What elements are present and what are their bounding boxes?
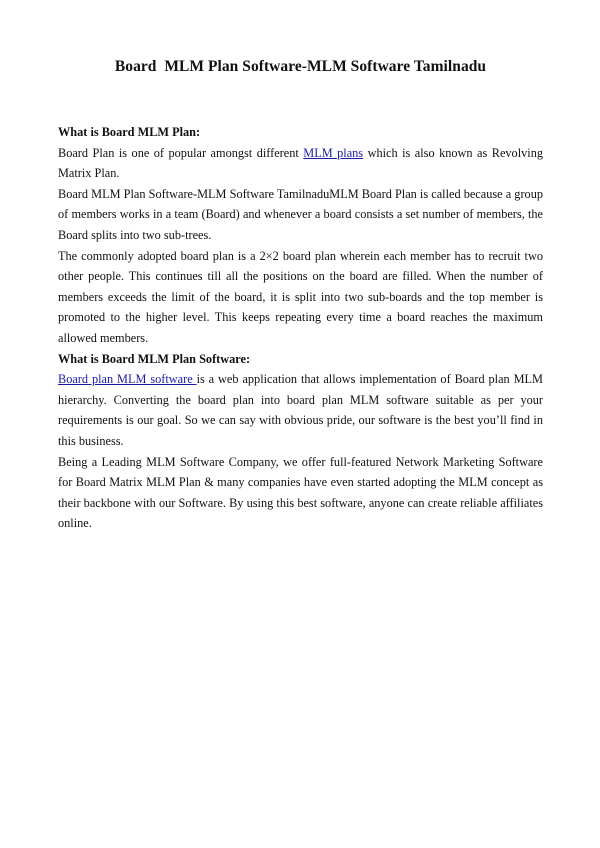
paragraph-board-plan-definition: Board MLM Plan Software-MLM Software TamilnaduMLM Board Plan is called because a group of members works in a team (Board) and whenever a board consists a set number of members, the Board splits into two sub-trees.	[58, 186, 543, 242]
paragraph-board-plan-intro	[58, 143, 543, 184]
section-heading-board-plan-software: What is Board MLM Plan Software:	[58, 351, 251, 366]
paragraph-board-plan-details: The commonly adopted board plan is a 2×2 board plan wherein each member has to recruit two other people. This continues till all the positions on the board are filled. When the number of members exceeds the limit of the board, it is split into two sub-boards and the top member is promoted to the higher level. This keeps repeating every time a board reaches the maximum allowed members.	[58, 248, 543, 345]
section-heading-board-plan: What is Board MLM Plan:	[58, 125, 201, 139]
paragraph-text: which is also known as Revolving Matrix Plan.	[58, 145, 543, 181]
document-body	[58, 122, 543, 534]
document-page	[58, 58, 543, 534]
mlm-plans-link[interactable]: MLM plans	[303, 145, 364, 160]
paragraph-text: Board Plan is one of popular amongst different	[58, 145, 304, 160]
paragraph-software-intro	[58, 369, 543, 451]
page-title: Board MLM Plan Software-MLM Software Tamilnadu	[114, 58, 487, 75]
paragraph-text: is a web application that allows implementation of Board plan MLM hierarchy. Converting the board plan into board plan MLM software suitable as per your requirements is our goal. So we can say with obvious pride, our software is the best you’ll find in this business.	[58, 372, 543, 448]
board-plan-mlm-software-link[interactable]: Board plan MLM software	[58, 372, 197, 387]
paragraph-company-offer: Being a Leading MLM Software Company, we offer full-featured Network Marketing Software for Board Matrix MLM Plan & many companies have even started adopting the MLM concept as their backbone with our Software. By using this best software, anyone can create reliable affiliates online.	[58, 454, 543, 531]
